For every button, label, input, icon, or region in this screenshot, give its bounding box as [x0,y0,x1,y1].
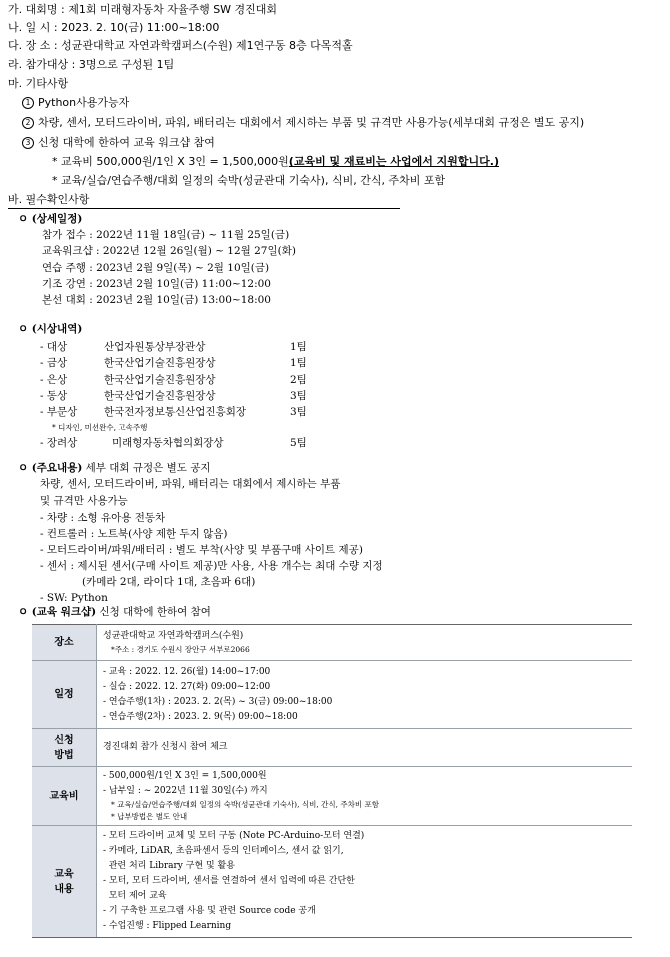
fee-note: * 교육/실습/연습주행/대회 일정의 숙박(성균관대 기숙사), 식비, 간식, 주차비 포함 [111,800,379,809]
main-item: - 차량 : 소형 유아용 전동차 [40,512,166,524]
main-heading-label: ㅇ (주요내용) [18,462,83,474]
fee-item: - 500,000원/1인 X 3인 = 1,500,000원 [103,771,267,781]
main-item: - 컨트롤러 : 노트북(사양 제한 두지 않음) [40,528,228,540]
row-label-fee: 교육비 [32,767,97,826]
award-org: 한국산업기술진흥원장상 [104,357,216,369]
fee-support-note: (교육비 및 재료비는 사업에서 지원합니다.) [288,155,499,168]
schedule-heading: ㅇ (상세일정) [18,213,83,225]
workshop-table [32,624,632,938]
schedule-row: 참가 접수 : 2022년 11월 18일(금) ~ 11월 25일(금) [42,229,290,241]
award-count: 3팀 [290,390,307,402]
schedule-item: - 연습주행(2차) : 2023. 2. 9(목) 09:00~18:00 [103,711,298,722]
row-label-content-2: 내용 [54,883,74,895]
schedule-row: 교육워크샵 : 2022년 12월 26일(월) ~ 12월 27일(화) [42,245,296,257]
place-address: *주소 : 경기도 수원시 장안구 서부로2066 [111,645,250,654]
etc-item [22,96,129,110]
content-cell [97,826,633,938]
awards-heading: ㅇ (시상내역) [18,323,83,335]
contest-date-line: 나. 일 시 : 2023. 2. 10(금) 11:00~18:00 [8,21,220,34]
main-paragraph: 및 규격만 사용가능 [40,495,128,507]
required-check-heading: 바. 필수확인사항 [8,193,90,206]
content-item: - 카메라, LiDAR, 초음파센서 등의 인터페이스, 센서 값 읽기, [103,846,344,856]
place-cell [97,625,633,661]
etc-item-text: 신청 대학에 한하여 교육 워크샵 참여 [38,136,215,149]
award-count: 1팀 [290,357,307,369]
content-item: 관련 처리 Library 구현 및 활용 [103,861,235,871]
fee-text: * 교육비 500,000원/1인 X 3인 = 1,500,000원 [52,155,289,168]
content-item: - 모터, 모터 드라이버, 센서를 연결하여 센서 입력에 따른 간단한 [103,876,355,886]
main-item: - 모터드라이버/파워/배터리 : 별도 부착(사양 및 부품구매 사이트 제공) [40,544,363,556]
workshop-heading-label: ㅇ (교육 워크샵) [18,606,97,618]
etc-item [22,116,584,130]
contest-name-line: 가. 대회명 : 제1회 미래형자동차 자율주행 SW 경진대회 [8,3,278,16]
circled-number-icon: 3 [22,137,34,149]
table-row [32,625,632,661]
table-row [32,767,632,826]
row-label-content-1: 교육 [54,868,74,880]
schedule-row: 본선 대회 : 2023년 2월 10일(금) 13:00~18:00 [42,294,271,306]
content-item: - 기 구축한 프로그램 사용 및 관련 Source code 공개 [103,906,316,916]
fee-included-note: * 교육/실습/연습주행/대회 일정의 숙박(성균관대 기숙사), 식비, 간식, 주차비 포함 [52,174,446,187]
award-count: 3팀 [290,406,307,418]
row-label-content [32,826,97,938]
fee-note: * 납부방법은 별도 안내 [111,812,188,821]
etc-item-text: 차량, 센서, 모터드라이버, 파워, 배터리는 대회에서 제시하는 부품 및 규격만 사용가능(세부대회 규정은 별도 공지) [38,116,585,129]
schedule-row: 기조 강연 : 2023년 2월 10일(금) 11:00~12:00 [42,278,271,290]
row-label-schedule: 일정 [32,661,97,729]
award-rank: - 대상 [40,341,68,353]
main-paragraph: 차량, 센서, 모터드라이버, 파워, 배터리는 대회에서 제시하는 부품 [40,478,341,490]
row-label-apply-2: 방법 [54,749,74,761]
schedule-cell [97,661,633,729]
main-heading-text: 세부 대회 규정은 별도 공지 [82,462,211,474]
award-count: 5팀 [290,437,307,449]
workshop-heading-text: 신청 대학에 한하여 참여 [96,606,211,618]
award-org: 한국전자정보통신산업진흥회장 [104,406,247,418]
table-row [32,729,632,767]
divider [8,208,400,209]
award-rank: - 동상 [40,390,68,402]
main-item: - SW: Python [40,592,108,604]
award-org: 미래형자동차협의회장상 [112,437,224,449]
main-item: - 센서 : 제시된 센서(구매 사이트 제공)만 사용, 사용 개수는 최대 수량 지정 [40,560,383,572]
award-count: 1팀 [290,341,307,353]
fee-line [52,155,499,169]
award-count: 2팀 [290,374,307,386]
award-rank: - 장려상 [40,437,78,449]
schedule-item: - 교육 : 2022. 12. 26(월) 14:00~17:00 [103,666,271,677]
row-label-apply-1: 신청 [54,734,74,746]
schedule-item: - 연습주행(1차) : 2023. 2. 2(목) ~ 3(금) 09:00~18:00 [103,696,333,707]
etc-heading: 마. 기타사항 [8,77,69,90]
award-org: 한국산업기술진흥원장상 [104,390,216,402]
etc-item-text: Python사용가능자 [38,96,130,109]
workshop-heading [18,605,211,619]
apply-cell: 경진대회 참가 신청시 참여 체크 [97,729,633,767]
schedule-item: - 실습 : 2022. 12. 27(화) 09:00~12:00 [103,681,271,692]
main-item: (카메라 2대, 라이다 1대, 초음파 6대) [82,576,256,588]
row-label-apply [32,729,97,767]
contest-target-line: 라. 참가대상 : 3명으로 구성된 1팀 [8,58,175,71]
fee-cell [97,767,633,826]
award-rank: - 은상 [40,374,68,386]
content-item: - 수업진행 : Flipped Learning [103,921,232,931]
table-row [32,661,632,729]
award-org: 산업자원통상부장관상 [104,341,206,353]
award-rank: - 금상 [40,357,68,369]
fee-item: - 납부일 : ~ 2022년 11월 30일(수) 까지 [103,786,268,796]
schedule-row: 연습 주행 : 2023년 2월 9일(목) ~ 2월 10일(금) [42,262,270,274]
row-label-place: 장소 [32,625,97,661]
circled-number-icon: 1 [22,97,34,109]
main-heading [18,461,211,475]
circled-number-icon: 2 [22,117,34,129]
etc-item [22,136,215,150]
award-org: 한국산업기술진흥원장상 [104,374,216,386]
content-item: 모터 제어 교육 [103,891,167,901]
table-row [32,826,632,938]
contest-place-line: 다. 장 소 : 성균관대학교 자연과학캠퍼스(수원) 제1연구동 8층 다목적홀 [8,39,353,52]
award-rank: - 부문상 [40,406,78,418]
place-text: 성균관대학교 자연과학캠퍼스(수원) [103,631,244,641]
content-item: - 모터 드라이버 교체 및 모터 구동 (Note PC-Arduino-모터 연결) [103,831,365,841]
award-sub-note: * 디자인, 미션완수, 고속주행 [52,423,148,432]
